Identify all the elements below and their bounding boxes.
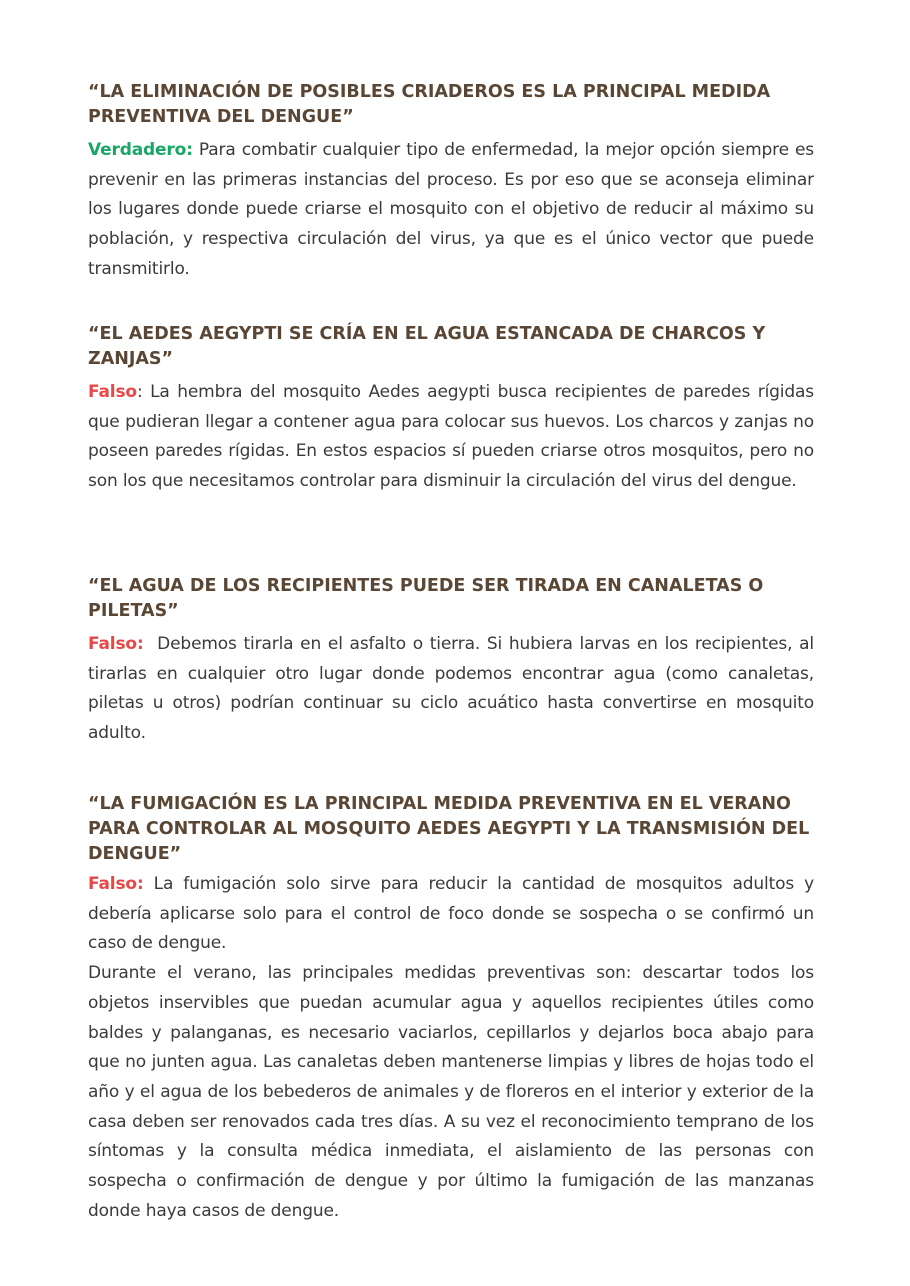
section-paragraph bbox=[88, 378, 814, 497]
verdict-label-false: Falso: bbox=[88, 874, 144, 894]
section-fumigacion bbox=[88, 792, 814, 1226]
section-charcos bbox=[88, 322, 814, 497]
section-text: Para combatir cualquier tipo de enfermedad, la mejor opción siempre es prevenir en las primeras instancias del proceso. Es por eso que se aconseja eliminar los lugares donde puede criarse el mosquito con el objetivo de reducir al máximo su población, y respectiva circulación del virus, ya que es el único vector que puede transmitirlo. bbox=[88, 140, 814, 279]
section-heading: “EL AEDES AEGYPTI SE CRÍA EN EL AGUA ESTANCADA DE CHARCOS Y ZANJAS” bbox=[88, 324, 766, 369]
section-heading: “LA FUMIGACIÓN ES LA PRINCIPAL MEDIDA PREVENTIVA EN EL VERANO PARA CONTROLAR AL MOSQUITO AEDES AEGYPTI Y LA TRANSMISIÓN DEL DENGUE” bbox=[88, 794, 810, 864]
section-text: La fumigación solo sirve para reducir la cantidad de mosquitos adultos y debería aplicarse solo para el control de foco donde se sospecha o se confirmó un caso de dengue. bbox=[88, 874, 814, 954]
section-paragraph bbox=[88, 630, 820, 749]
section-text: : La hembra del mosquito Aedes aegypti busca recipientes de paredes rígidas que pudieran llegar a contener agua para colocar sus huevos. Los charcos y zanjas no poseen paredes rígidas. En estos espacios sí pueden criarse otros mosquitos, pero no son los que necesitamos controlar para disminuir la circulación del virus del dengue. bbox=[88, 382, 814, 492]
section-heading: “LA ELIMINACIÓN DE POSIBLES CRIADEROS ES LA PRINCIPAL MEDIDA PREVENTIVA DEL DENGUE” bbox=[88, 82, 771, 127]
section-heading: “EL AGUA DE LOS RECIPIENTES PUEDE SER TIRADA EN CANALETAS O PILETAS” bbox=[88, 576, 764, 621]
verdict-label-true: Verdadero: bbox=[88, 140, 193, 160]
section-recipientes bbox=[88, 574, 820, 749]
section-paragraph-2: Durante el verano, las principales medidas preventivas son: descartar todos los objetos inservibles que puedan acumular agua y aquellos recipientes útiles como baldes y palanganas, es necesario vaciarlos, cepillarlos y dejarlos boca abajo para que no junten agua. Las canaletas deben mantenerse limpias y libres de hojas todo el año y el agua de los bebederos de animales y de floreros en el interior y exterior de la casa deben ser renovados cada tres días. A su vez el reconocimiento temprano de los síntomas y la consulta médica inmediata, el aislamiento de las personas con sospecha o confirmación de dengue y por último la fumigación de las manzanas donde haya casos de dengue. bbox=[88, 963, 814, 1221]
section-criaderos bbox=[88, 80, 814, 285]
section-paragraph bbox=[88, 870, 814, 959]
section-paragraph bbox=[88, 136, 814, 285]
section-text: Debemos tirarla en el asfalto o tierra. Si hubiera larvas en los recipientes, al tirarlas en cualquier otro lugar donde podemos encontrar agua (como canaletas, piletas u otros) podrían continuar su ciclo acuático hasta convertirse en mosquito adulto. bbox=[88, 634, 820, 744]
verdict-label-false: Falso: bbox=[88, 634, 144, 654]
verdict-label-false: Falso bbox=[88, 382, 137, 402]
